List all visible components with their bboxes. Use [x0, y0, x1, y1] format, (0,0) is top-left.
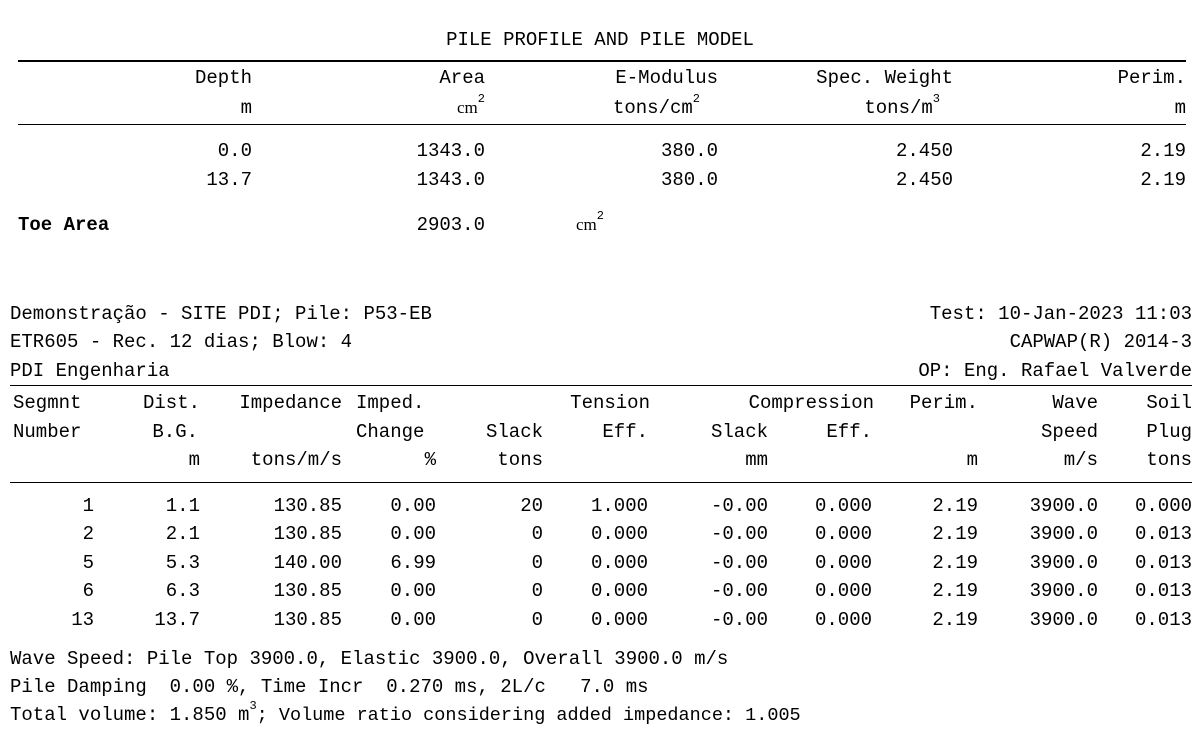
cell-tension-slack: 0	[531, 580, 543, 603]
h-perim: Perim.	[909, 392, 978, 414]
cell-tension-eff: 0.000	[590, 551, 648, 574]
h-unit-change: %	[424, 449, 436, 471]
segment-row	[0, 552, 1200, 574]
cell-perim: 2.19	[932, 608, 978, 631]
h-tension-slack: Slack	[485, 421, 543, 443]
cell-compression-slack: -0.00	[710, 551, 768, 574]
cell-impedance: 140.00	[273, 551, 342, 574]
cell-perim: 2.19	[932, 495, 978, 517]
cell-emod: 380.0	[660, 140, 718, 162]
footer-wave-speed: Wave Speed: Pile Top 3900.0, Elastic 3900.0, Overall 3900.0 m/s	[10, 648, 729, 670]
cell-emod: 380.0	[660, 169, 718, 191]
header-area: Area	[439, 67, 485, 89]
cell-soil-plug: 0.013	[1134, 580, 1192, 603]
cell-compression-eff: 0.000	[814, 608, 872, 631]
cell-wave-speed: 3900.0	[1029, 523, 1098, 546]
cell-spec-weight: 2.450	[895, 169, 953, 191]
cell-tension-slack: 20	[520, 495, 543, 517]
cell-tension-eff: 0.000	[590, 523, 648, 546]
cell-depth: 13.7	[206, 169, 252, 191]
cell-imped-change: 0.00	[390, 523, 436, 546]
info-blow: ETR605 - Rec. 12 dias; Blow: 4	[10, 331, 353, 353]
cell-area: 1343.0	[416, 169, 485, 191]
h-unit-wave: m/s	[1063, 449, 1098, 471]
cell-tension-slack: 0	[531, 551, 543, 574]
cell-dist: 13.7	[154, 608, 200, 631]
cell-compression-slack: -0.00	[710, 523, 768, 546]
h-impedance: Impedance	[239, 392, 342, 414]
segment-row	[0, 523, 1200, 545]
cell-compression-slack: -0.00	[710, 495, 768, 517]
unit-area: $cm^2$	[457, 91, 485, 117]
segments-top-rule	[10, 385, 1192, 386]
cell-wave-speed: 3900.0	[1029, 608, 1098, 631]
h-plug: Plug	[1146, 421, 1192, 443]
toe-area-unit: $cm^2$	[576, 208, 604, 234]
cell-wave-speed: 3900.0	[1029, 495, 1098, 517]
profile-header-rule	[18, 124, 1186, 125]
cell-perim: 2.19	[932, 580, 978, 603]
cell-depth: 0.0	[217, 140, 252, 162]
cell-dist: 2.1	[165, 523, 200, 546]
h-imped-change: Imped.	[356, 392, 425, 414]
cell-tension-slack: 0	[531, 608, 543, 631]
cell-imped-change: 6.99	[390, 551, 436, 574]
footer-damping: Pile Damping 0.00 %, Time Incr 0.270 ms, 2L/c 7.0 ms	[10, 676, 649, 698]
cell-compression-eff: 0.000	[814, 523, 872, 546]
cell-wave-speed: 3900.0	[1029, 580, 1098, 603]
profile-row	[0, 169, 1200, 191]
cell-segment-number: 13	[71, 608, 94, 631]
cell-area: 1343.0	[416, 140, 485, 162]
h-segmnt: Segmnt	[13, 392, 82, 414]
h-soil: Soil	[1146, 392, 1192, 414]
cell-segment-number: 1	[82, 495, 94, 517]
cell-perim: 2.19	[1140, 140, 1186, 162]
h-speed: Speed	[1040, 421, 1098, 443]
cell-impedance: 130.85	[273, 523, 342, 546]
header-spec-weight: Spec. Weight	[816, 67, 953, 89]
segment-row	[0, 609, 1200, 631]
info-operator: OP: Eng. Rafael Valverde	[918, 360, 1192, 382]
cell-imped-change: 0.00	[390, 608, 436, 631]
header-depth: Depth	[194, 67, 252, 89]
cell-tension-slack: 0	[531, 523, 543, 546]
unit-depth: m	[240, 97, 252, 119]
cell-compression-eff: 0.000	[814, 580, 872, 603]
h-dist: Dist.	[142, 392, 200, 414]
cell-dist: 1.1	[165, 495, 200, 517]
header-perim: Perim.	[1117, 67, 1186, 89]
h-number: Number	[13, 421, 82, 443]
info-company: PDI Engenharia	[10, 360, 170, 382]
cell-imped-change: 0.00	[390, 580, 436, 603]
cell-soil-plug: 0.013	[1134, 551, 1192, 574]
cell-wave-speed: 3900.0	[1029, 551, 1098, 574]
cell-tension-eff: 0.000	[590, 580, 648, 603]
header-emod: E-Modulus	[615, 67, 718, 89]
unit-spec-weight: tons/$m^3$	[864, 91, 940, 119]
cell-segment-number: 5	[82, 551, 94, 574]
h-compression-eff: Eff.	[826, 421, 872, 443]
cell-soil-plug: 0.013	[1134, 608, 1192, 631]
cell-tension-eff: 0.000	[590, 608, 648, 631]
h-bg: B.G.	[152, 421, 198, 443]
h-unit-impedance: tons/m/s	[250, 449, 342, 471]
h-unit-compression-slack: mm	[745, 449, 768, 471]
toe-area-label: Toe Area	[18, 214, 110, 236]
cell-perim: 2.19	[1140, 169, 1186, 191]
h-tension: Tension	[570, 392, 650, 414]
toe-area-value: 2903.0	[416, 214, 485, 236]
cell-segment-number: 2	[82, 523, 94, 546]
h-tension-eff: Eff.	[602, 421, 648, 443]
h-compression: Compression	[748, 392, 874, 414]
cell-dist: 6.3	[165, 580, 200, 603]
cell-soil-plug: 0.000	[1134, 495, 1192, 517]
cell-tension-eff: 1.000	[590, 495, 648, 517]
h-unit-perim: m	[966, 449, 978, 471]
cell-compression-eff: 0.000	[814, 551, 872, 574]
info-test-date: Test: 10-Jan-2023 11:03	[929, 303, 1192, 325]
cell-perim: 2.19	[932, 523, 978, 546]
h-wave: Wave	[1052, 392, 1098, 414]
footer-volume: Total volume: 1.850 $m^3$; Volume ratio considering added impedance: 1.005	[10, 698, 801, 726]
unit-perim: m	[1174, 97, 1186, 119]
cell-impedance: 130.85	[273, 580, 342, 603]
info-project: Demonstração - SITE PDI; Pile: P53-EB	[10, 303, 432, 325]
cell-compression-slack: -0.00	[710, 608, 768, 631]
segment-row	[0, 580, 1200, 602]
cell-dist: 5.3	[165, 551, 200, 574]
segments-header-rule	[10, 482, 1192, 483]
h-unit-dist: m	[188, 449, 200, 471]
profile-row	[0, 140, 1200, 162]
info-version: CAPWAP(R) 2014-3	[1009, 331, 1192, 353]
h-compression-slack: Slack	[710, 421, 768, 443]
cell-compression-slack: -0.00	[710, 580, 768, 603]
cell-segment-number: 6	[82, 580, 94, 603]
cell-impedance: 130.85	[273, 608, 342, 631]
profile-title: PILE PROFILE AND PILE MODEL	[446, 29, 754, 51]
cell-compression-eff: 0.000	[814, 495, 872, 517]
cell-spec-weight: 2.450	[895, 140, 953, 162]
profile-top-rule	[18, 60, 1186, 62]
h-change: Change	[356, 421, 425, 443]
unit-emod: tons/$cm^2$	[612, 91, 700, 119]
cell-imped-change: 0.00	[390, 495, 436, 517]
h-unit-soil: tons	[1146, 449, 1192, 471]
cell-soil-plug: 0.013	[1134, 523, 1192, 546]
segment-row	[0, 495, 1200, 517]
cell-impedance: 130.85	[273, 495, 342, 517]
h-unit-tension-slack: tons	[497, 449, 543, 471]
cell-perim: 2.19	[932, 551, 978, 574]
